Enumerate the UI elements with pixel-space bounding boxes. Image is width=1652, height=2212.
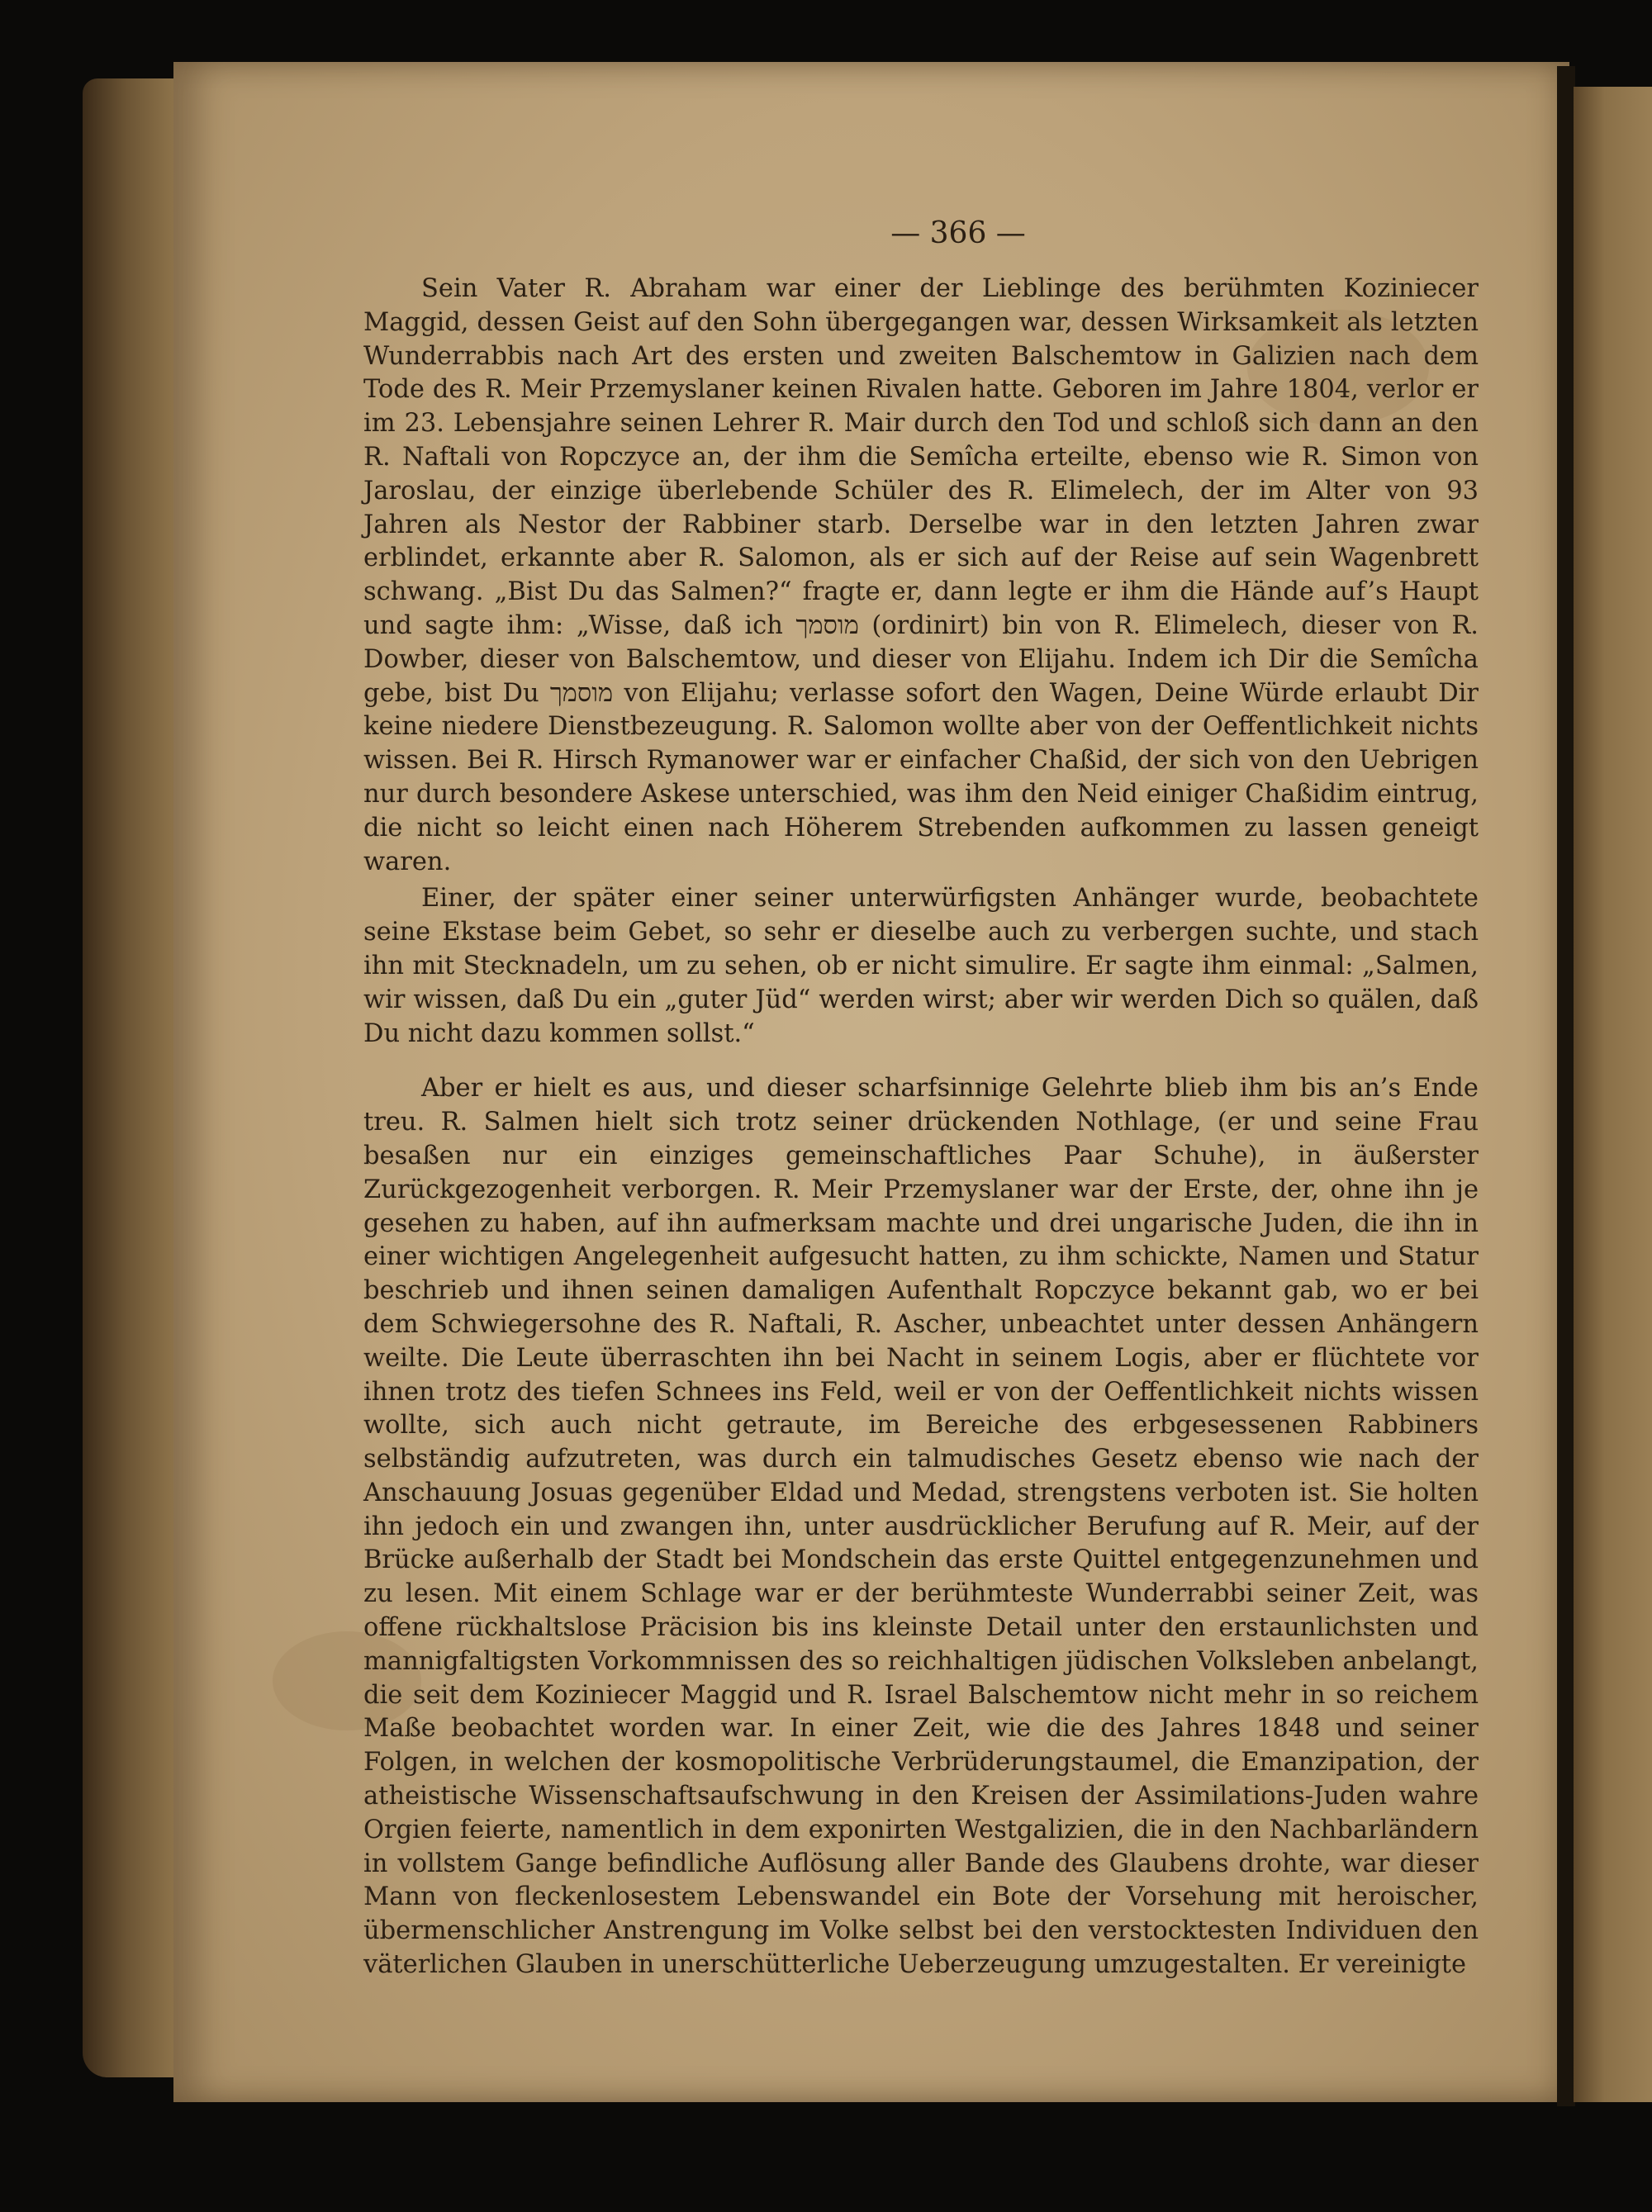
body-text [363, 273, 1479, 1982]
paragraph: Aber er hielt es aus, und dieser scharfsinnige Gelehrte blieb ihm bis an’s Ende treu. R. Salmen hielt sich trotz seiner drückenden Nothlage, (er und seine Frau besaßen nur ein einziges gemeinschaftliches Paar Schuhe), in äußerster Zurückgezogenheit verborgen. R. Meir Przemyslaner war der Erste, der, ohne ihn je gesehen zu haben, auf ihn aufmerksam machte und drei ungarische Juden, die ihn in einer wichtigen Angelegenheit aufgesucht hatten, zu ihm schickte, Namen und Statur beschrieb und ihnen seinen damaligen Aufenthalt Ropczyce bekannt gab, wo er bei dem Schwiegersohne des R. Naftali, R. Ascher, unbeachtet unter dessen Anhängern weilte. Die Leute überraschten ihn bei Nacht in seinem Logis, aber er flüchtete vor ihnen trotz des tiefen Schnees ins Feld, weil er von der Oeffentlichkeit nichts wissen wollte, sich auch nicht getraute, im Bereiche des erbgesessenen Rabbiners selbständig aufzutreten, was durch ein talmudisches Gesetz ebenso wie nach der Anschauung Josuas gegenüber Eldad und Medad, strengstens verboten ist. Sie holten ihn jedoch ein und zwangen ihn, unter ausdrücklicher Berufung auf R. Meir, auf der Brücke außerhalb der Stadt bei Mondschein das erste Quittel entgegenzunehmen und zu lesen. Mit einem Schlage war er der berühmteste Wunderrabbi seiner Zeit, was offene rückhaltslose Präcision bis ins kleinste Detail unter den erstaunlichsten und mannigfaltigsten Vorkommnissen des so reichhaltigen jüdischen Volksleben anbelangt, die seit dem Koziniecer Maggid und R. Israel Balschemtow nicht mehr in so reichem Maße beobachtet worden war. In einer Zeit, wie die des Jahres 1848 und seiner Folgen, in welchen der kosmopolitische Verbrüderungstaumel, die Emanzipation, der atheistische Wissenschaftsaufschwung in den Kreisen der Assimilations-Juden wahre Orgien feierte, namentlich in dem exponirten Westgalizien, die in den Nachbarländern in vollstem Gange befindliche Auflösung aller Bande des Glaubens drohte, war dieser Mann von fleckenlosestem Lebenswandel ein Bote der Vorsehung mit heroischer, übermenschlicher Anstrengung im Volke selbst bei den verstocktesten Individuen den väterlichen Glauben in unerschütterliche Ueberzeugung umzugestalten. Er vereinigte [363, 1074, 1479, 1980]
paragraph: Sein Vater R. Abraham war einer der Lieblinge des berühmten Koziniecer Maggid, dessen Geist auf den Sohn übergegangen war, dessen Wirksamkeit als letzten Wunderrabbis nach Art des ersten und zweiten Balschemtow in Galizien nach dem Tode des R. Meir Przemyslaner keinen Rivalen hatte. Geboren im Jahre 1804, verlor er im 23. Lebensjahre seinen Lehrer R. Mair durch den Tod und schloß sich dann an den R. Naftali von Ropczyce an, der ihm die Semîcha erteilte, ebenso wie R. Simon von Jaroslau, der einzige überlebende Schüler des R. Elimelech, der im Alter von 93 Jahren als Nestor der Rabbiner starb. Derselbe war in den letzten Jahren zwar erblindet, erkannte aber R. Salomon, als er sich auf der Reise auf sein Wagenbrett schwang. „Bist Du das Salmen?“ fragte er, dann legte er ihm die Hände auf’s Haupt und sagte ihm: „Wisse, daß ich מוסמך (ordinirt) bin von R. Elimelech, dieser von R. Dowber, dieser von Balschemtow, und dieser von Elijahu. Indem ich Dir die Semîcha gebe, bist Du מוסמך von Elijahu; verlasse sofort den Wagen, Deine Würde erlaubt Dir keine niedere Dienstbezeugung. R. Salomon wollte aber von der Oeffentlichkeit nichts wissen. Bei R. Hirsch Rymanower war er einfacher Chaßid, der sich von den Uebrigen nur durch besondere Askese unterschied, was ihm den Neid einiger Chaßidim eintrug, die nicht so leicht einen nach Höherem Strebenden aufkommen zu lassen geneigt waren. [363, 274, 1479, 876]
paragraph: Einer, der später einer seiner unterwürfigsten Anhänger wurde, beobachtete seine Ekstase beim Gebet, so sehr er dieselbe auch zu verbergen suchte, und stach ihn mit Stecknadeln, um zu sehen, ob er nicht simulire. Er sagte ihm einmal: „Salmen, wir wissen, daß Du ein „guter Jüd“ werden wirst; aber wir werden Dich so quälen, daß Du nicht dazu kommen sollst.“ [363, 884, 1479, 1048]
book-gutter [1557, 66, 1575, 2106]
page-number: — 366 — [890, 216, 1026, 250]
facing-page-edge [1574, 87, 1652, 2102]
